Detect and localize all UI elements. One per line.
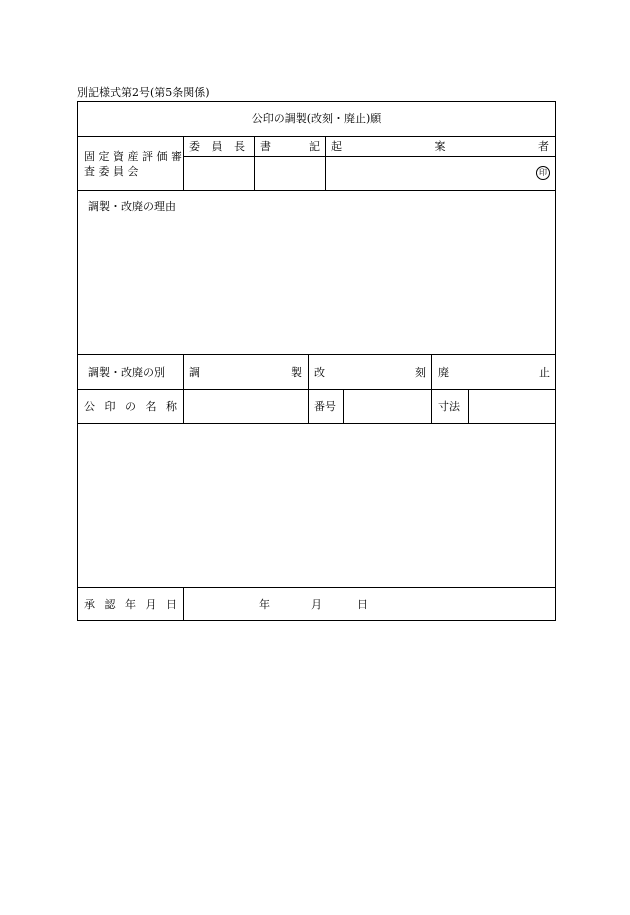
rule-under-reason — [78, 354, 555, 355]
rule-approval-label-right — [183, 587, 184, 620]
chairman-signature-cell[interactable] — [184, 157, 254, 190]
rule-recarve-right — [431, 354, 432, 389]
chairman-header: 委 員 長 — [189, 140, 249, 153]
type-make-char1[interactable]: 調 — [189, 366, 200, 379]
seal-name-label: 公 印 の 名 称 — [84, 400, 180, 413]
rule-under-committee — [78, 190, 555, 191]
approval-day[interactable]: 日 — [357, 598, 368, 611]
form-title: 公印の調製(改刻・廃止)願 — [251, 112, 382, 125]
type-abolish-char2[interactable]: 止 — [539, 366, 550, 379]
approval-month[interactable]: 月 — [311, 598, 322, 611]
approval-year[interactable]: 年 — [259, 598, 270, 611]
rule-name-value-right — [308, 389, 309, 423]
type-abolish-char1[interactable]: 廃 — [438, 366, 449, 379]
seal-name-input[interactable] — [184, 390, 308, 423]
drafter-signature-cell[interactable] — [326, 157, 555, 190]
drafter-header: 起 案 者 — [331, 140, 549, 153]
seal-application-form — [77, 101, 556, 621]
seal-number-input[interactable] — [344, 390, 431, 423]
rule-make-right — [308, 354, 309, 389]
approval-date-label: 承 認 年 月 日 — [84, 598, 180, 611]
committee-label-line2: 査 委 員 会 — [84, 165, 139, 178]
type-label: 調製・改廃の別 — [88, 366, 165, 379]
type-recarve-char2[interactable]: 刻 — [415, 366, 426, 379]
seal-size-input[interactable] — [469, 390, 555, 423]
clerk-signature-cell[interactable] — [255, 157, 325, 190]
seal-mark-icon: 印 — [536, 166, 550, 180]
seal-number-label: 番号 — [314, 400, 336, 413]
rule-under-title — [78, 136, 555, 137]
seal-size-label: 寸法 — [438, 400, 460, 413]
rule-type-label-right — [183, 354, 184, 389]
form-caption: 別記様式第2号(第5条関係) — [77, 86, 210, 99]
type-make-char2[interactable]: 製 — [291, 366, 302, 379]
reason-label: 調製・改廃の理由 — [88, 200, 176, 213]
clerk-header: 書 記 — [260, 140, 320, 153]
type-recarve-char1[interactable]: 改 — [314, 366, 325, 379]
rule-above-approval — [78, 587, 555, 588]
seal-impression-area[interactable] — [78, 424, 555, 587]
committee-label-line1: 固 定 資 産 評 価 審 — [84, 150, 182, 163]
reason-input-area[interactable] — [78, 216, 555, 353]
rule-number-value-right — [431, 389, 432, 423]
